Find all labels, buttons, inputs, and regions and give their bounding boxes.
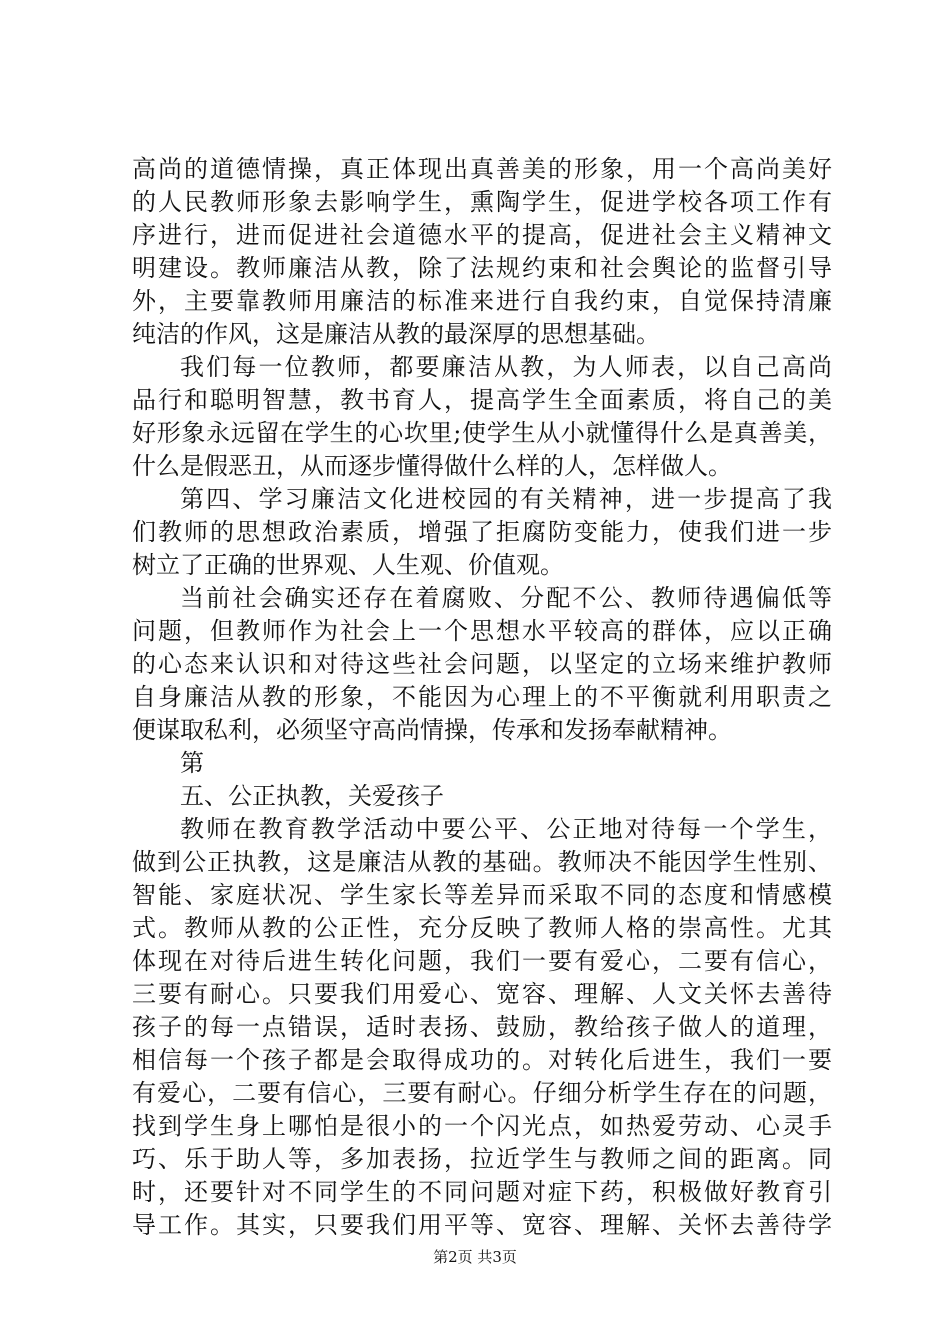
text-line: 第四、学习廉洁文化进校园的有关精神，进一步提高了我 — [180, 485, 832, 513]
section-heading-five — [132, 780, 832, 813]
text-line: 高尚的道德情操，真正体现出真善美的形象，用一个高尚美好 — [132, 155, 832, 183]
text-line: 品行和聪明智慧，教书育人，提高学生全面素质，将自己的美 — [132, 386, 832, 414]
text-line: 孩子的每一点错误，适时表扬、鼓励，教给孩子做人的道理， — [132, 1013, 832, 1041]
page-footer — [0, 1247, 950, 1267]
text-line: 的心态来认识和对待这些社会问题，以坚定的立场来维护教师 — [132, 650, 832, 678]
text-line: 当前社会确实还存在着腐败、分配不公、教师待遇偏低等 — [180, 584, 832, 612]
text-line: 体现在对待后进生转化问题，我们一要有爱心，二要有信心， — [132, 947, 832, 975]
text-line: 时，还要针对不同学生的不同问题对症下药，积极做好教育引 — [132, 1178, 832, 1206]
paragraph-social-issues — [132, 582, 832, 747]
text-line: 们教师的思想政治素质，增强了拒腐防变能力，使我们进一步 — [132, 518, 832, 546]
text-line: 的人民教师形象去影响学生，熏陶学生，促进学校各项工作有 — [132, 188, 832, 216]
text-line: 式。教师从教的公正性，充分反映了教师人格的崇高性。尤其 — [132, 914, 832, 942]
section-number-fragment — [132, 747, 832, 780]
text-line: 做到公正执教，这是廉洁从教的基础。教师决不能因学生性别、 — [132, 848, 832, 876]
text-line: 外，主要靠教师用廉洁的标准来进行自我约束，自觉保持清廉 — [132, 287, 832, 315]
paragraph-continuation — [132, 153, 832, 351]
text-line: 找到学生身上哪怕是很小的一个闪光点，如热爱劳动、心灵手 — [132, 1112, 832, 1140]
text-line: 问题，但教师作为社会上一个思想水平较高的群体，应以正确 — [132, 617, 832, 645]
paragraph-teacher-integrity — [132, 351, 832, 483]
text-line: 明建设。教师廉洁从教，除了法规约束和社会舆论的监督引导 — [132, 254, 832, 282]
text-line: 序进行，进而促进社会道德水平的提高，促进社会主义精神文 — [132, 221, 832, 249]
paragraph-section-four — [132, 483, 832, 582]
text-line: 有爱心，二要有信心，三要有耐心。仔细分析学生存在的问题， — [132, 1079, 832, 1107]
text-line: 自身廉洁从教的形象，不能因为心理上的不平衡就利用职责之 — [132, 683, 832, 711]
text-line: 教师在教育教学活动中要公平、公正地对待每一个学生， — [180, 815, 832, 843]
page-number-label: 第2页 共3页 — [433, 1248, 517, 1266]
text-line: 巧、乐于助人等，多加表扬，拉近学生与教师之间的距离。同 — [132, 1145, 832, 1173]
text-line: 智能、家庭状况、学生家长等差异而采取不同的态度和情感模 — [132, 881, 832, 909]
text-line: 导工作。其实，只要我们用平等、宽容、理解、关怀去善待学 — [132, 1211, 832, 1239]
text-line: 好形象永远留在学生的心坎里;使学生从小就懂得什么是真善美， — [132, 419, 832, 447]
section-heading: 五、公正执教，关爱孩子 — [180, 782, 444, 810]
text-line: 纯洁的作风，这是廉洁从教的最深厚的思想基础。 — [132, 320, 660, 348]
text-line: 树立了正确的世界观、人生观、价值观。 — [132, 551, 564, 579]
text-line: 什么是假恶丑，从而逐步懂得做什么样的人，怎样做人。 — [132, 452, 732, 480]
text-line: 第 — [180, 749, 204, 777]
text-line: 三要有耐心。只要我们用爱心、宽容、理解、人文关怀去善待 — [132, 980, 832, 1008]
text-line: 相信每一个孩子都是会取得成功的。对转化后进生，我们一要 — [132, 1046, 832, 1074]
document-body — [132, 153, 832, 1242]
text-line: 我们每一位教师，都要廉洁从教，为人师表，以自己高尚 — [180, 353, 832, 381]
paragraph-fair-teaching — [132, 813, 832, 1242]
text-line: 便谋取私利，必须坚守高尚情操，传承和发扬奉献精神。 — [132, 716, 732, 744]
